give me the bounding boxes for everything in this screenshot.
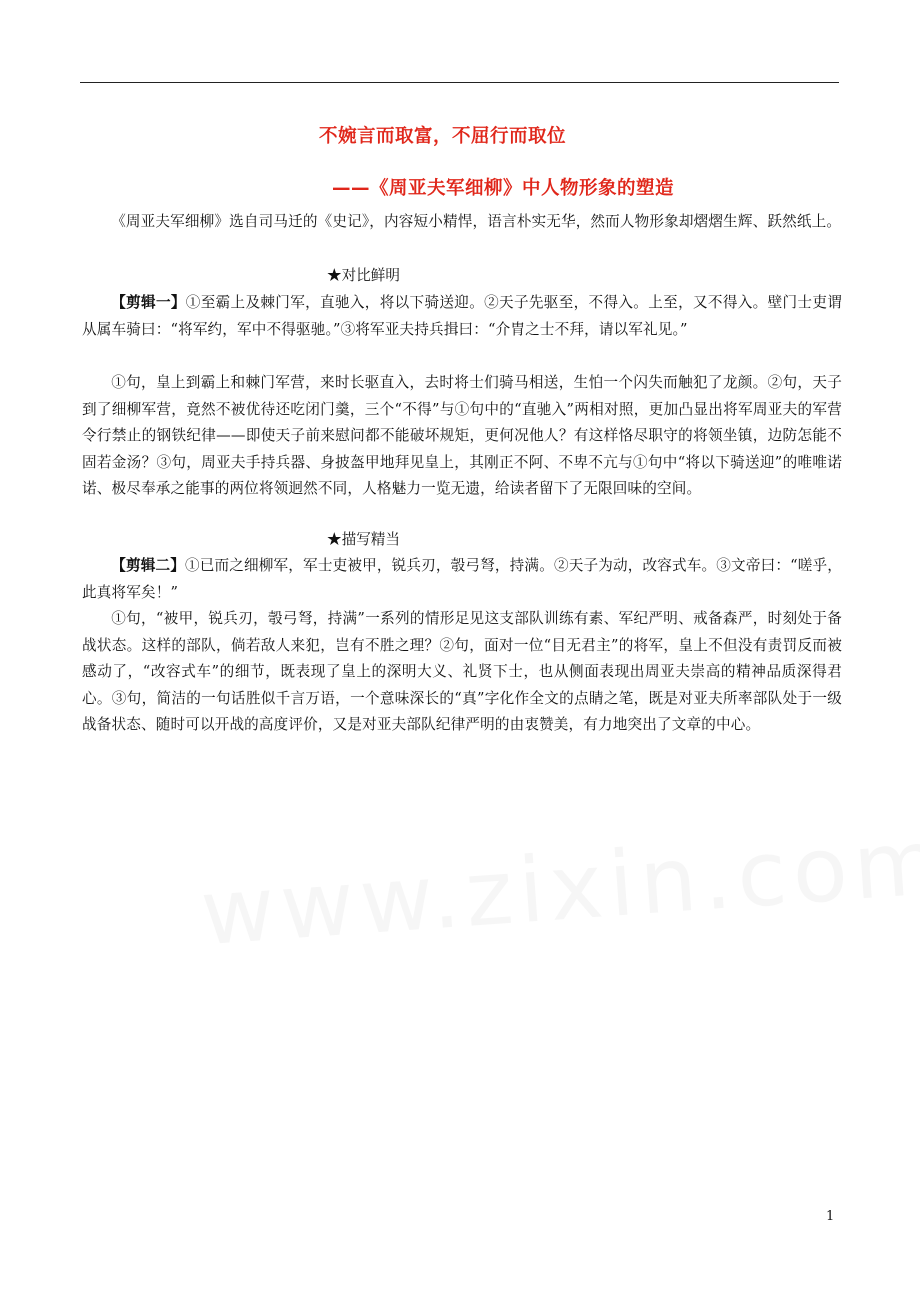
clip-one-label: 【剪辑一】 xyxy=(111,294,186,311)
section-heading-description: ★描写精当 xyxy=(327,531,400,548)
watermark xyxy=(197,799,920,967)
clip-two-label: 【剪辑二】 xyxy=(111,557,185,574)
document-subtitle: ——《周亚夫军细柳》中人物形象的塑造 xyxy=(332,178,675,199)
analysis-one-paragraph: ①句，皇上到霸上和棘门军营，来时长驱直入，去时将士们骑马相送，生怕一个闪失而触犯了龙颜。②句，天子到了细柳军营，竟然不被优待还吃闭门羹，三个“不得”与①句中的“直驰入”两相对照，更加凸显出将军周亚夫的军营令行禁止的钢铁纪律——即使天子前来慰问都不能破坏规矩，更何况他人？有这样恪尽职守的将领坐镇，边防怎能不固若金汤？③句，周亚夫手持兵器、身披盔甲地拜见皇上，其刚正不阿、不卑不亢与①句中“将以下骑送迎”的唯唯诺诺、极尽奉承之能事的两位将领迥然不同，人格魅力一览无遗，给读者留下了无限回味的空间。 xyxy=(82,374,842,498)
intro-paragraph: 《周亚夫军细柳》选自司马迁的《史记》，内容短小精悍，语言朴实无华，然而人物形象却熠熠生辉、跃然纸上。 xyxy=(111,213,842,230)
clip-two-paragraph xyxy=(82,553,842,606)
clip-one-text: ①至霸上及棘门军，直驰入，将以下骑送迎。②天子先驱至，不得入。上至，又不得入。壁门士吏谓从属车骑曰：“将军约，军中不得驱驰。”③将军亚夫持兵揖曰：“介胄之士不拜，请以军礼见。” xyxy=(82,294,842,338)
document-title: 不婉言而取富，不屈行而取位 xyxy=(319,126,567,147)
header-rule xyxy=(80,82,839,83)
clip-one-paragraph xyxy=(82,290,842,343)
clip-two-text: ①已而之细柳军，军士吏被甲，锐兵刃，彀弓弩，持满。②天子为动，改容式车。③文帝曰：“嗟乎，此真将军矣！” xyxy=(82,557,842,601)
page-number: 1 xyxy=(826,1209,835,1224)
section-heading-contrast: ★对比鲜明 xyxy=(327,267,400,284)
analysis-two-paragraph: ①句，“被甲，锐兵刃，彀弓弩，持满”一系列的情形足见这支部队训练有素、军纪严明、戒备森严，时刻处于备战状态。这样的部队，倘若敌人来犯，岂有不胜之理？②句，面对一位“目无君主”的将军，皇上不但没有责罚反而被感动了，“改容式车”的细节，既表现了皇上的深明大义、礼贤下士，也从侧面表现出周亚夫崇高的精神品质深得君心。③句，简洁的一句话胜似千言万语，一个意味深长的“真”字化作全文的点睛之笔，既是对亚夫所率部队处于一级战备状态、随时可以开战的高度评价，又是对亚夫部队纪律严明的由衷赞美，有力地突出了文章的中心。 xyxy=(82,610,842,734)
